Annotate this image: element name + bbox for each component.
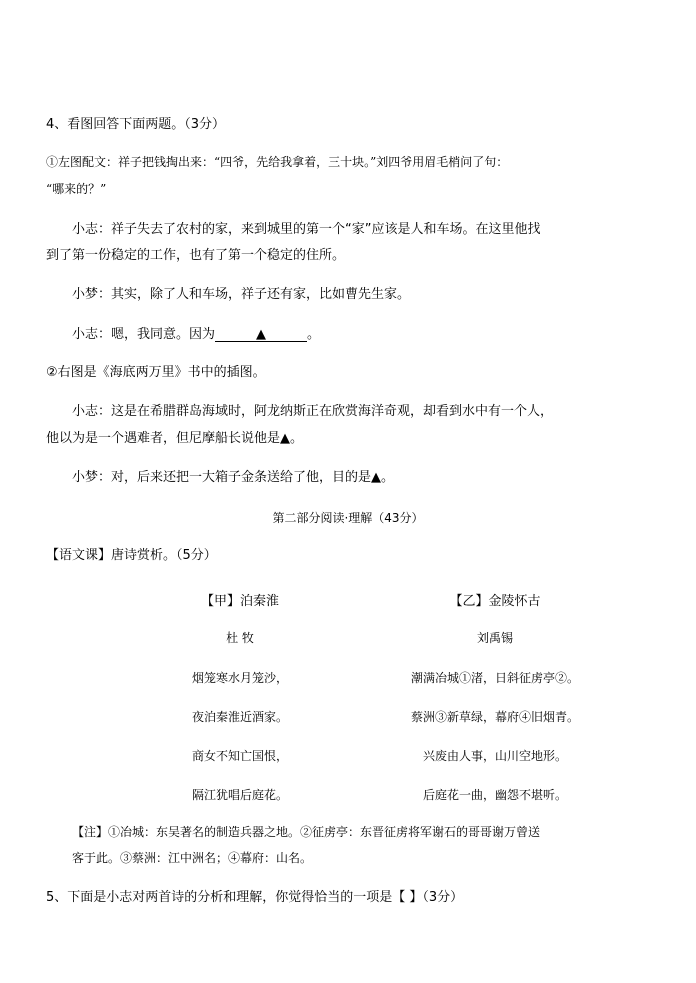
xiaozhi-remark-3-line2: 他以为是一个遇难者，但尼摩船长说他是▲。 xyxy=(46,431,303,446)
note-line1: 【注】①冶城：东吴著名的制造兵器之地。②征虏亭：东晋征虏将军谢石的哥哥谢万曾送 xyxy=(72,825,541,839)
xiaozhi-remark-2 xyxy=(72,328,320,342)
poem-a-title: 【甲】泊秦淮 xyxy=(200,594,279,609)
poem-b-line: 潮满冶城①渚，日斜征虏亭②。 xyxy=(410,671,579,685)
poem-a-author: 杜 牧 xyxy=(226,631,254,645)
xiaozhi-remark-3-line1: 小志：这是在希腊群岛海域时，阿龙纳斯正在欣赏海洋奇观，却看到水中有一个人， xyxy=(72,404,554,419)
xiaomeng-remark-2: 小梦：对，后来还把一大箱子金条送给了他，目的是▲。 xyxy=(72,470,394,485)
poem-a-line: 隔江犹唱后庭花。 xyxy=(191,788,288,802)
xiaozhi-remark-2-prefix: 小志：嗯，我同意。因为 xyxy=(72,327,216,342)
question-4-title: 4、看图回答下面两题。（3分） xyxy=(46,117,226,132)
poem-a-line: 夜泊秦淮近酒家。 xyxy=(191,710,288,724)
xiaomeng-remark-1: 小梦：其实，除了人和车场，祥子还有家，比如曹先生家。 xyxy=(72,287,411,302)
xiaozhi-remark-1-line2: 到了第一份稳定的工作，也有了第一个稳定的住所。 xyxy=(46,248,346,263)
poem-b-line: 蔡洲③新草绿，幕府④旧烟青。 xyxy=(410,710,579,724)
section-title: 【语文课】唐诗赏析。（5分） xyxy=(46,548,217,563)
xiaozhi-remark-2-suffix: 。 xyxy=(307,327,321,342)
xiaozhi-remark-1-line1: 小志：祥子失去了农村的家，来到城里的第一个“家”应该是人和车场。在这里他找 xyxy=(72,222,541,237)
poem-a-line: 商女不知亡国恨， xyxy=(191,749,288,763)
poem-b-line: 后庭花一曲，幽怨不堪听。 xyxy=(422,788,567,802)
question-5: 5、下面是小志对两首诗的分析和理解，你觉得恰当的一项是【 】（3分） xyxy=(46,890,464,905)
poem-b-author: 刘禹锡 xyxy=(476,631,513,645)
caption-left-image-line1: ①左图配文：祥子把钱掏出来：“四爷，先给我拿着，三十块。”刘四爷用眉毛梢问了句： xyxy=(46,155,509,169)
caption-left-image-line2: “哪来的？” xyxy=(46,182,107,196)
note-line2: 客于此。③蔡洲：江中洲名；④幕府：山名。 xyxy=(72,851,313,865)
poem-b-title: 【乙】金陵怀古 xyxy=(449,594,541,609)
caption-right-image: ②右图是《海底两万里》书中的插图。 xyxy=(46,365,266,380)
poem-a-line: 烟笼寒水月笼沙， xyxy=(191,671,288,685)
answer-blank[interactable]: ▲ xyxy=(215,328,307,342)
part2-heading: 第二部分阅读·理解（43分） xyxy=(272,511,424,525)
poem-b-line: 兴废由人事，山川空地形。 xyxy=(422,749,567,763)
